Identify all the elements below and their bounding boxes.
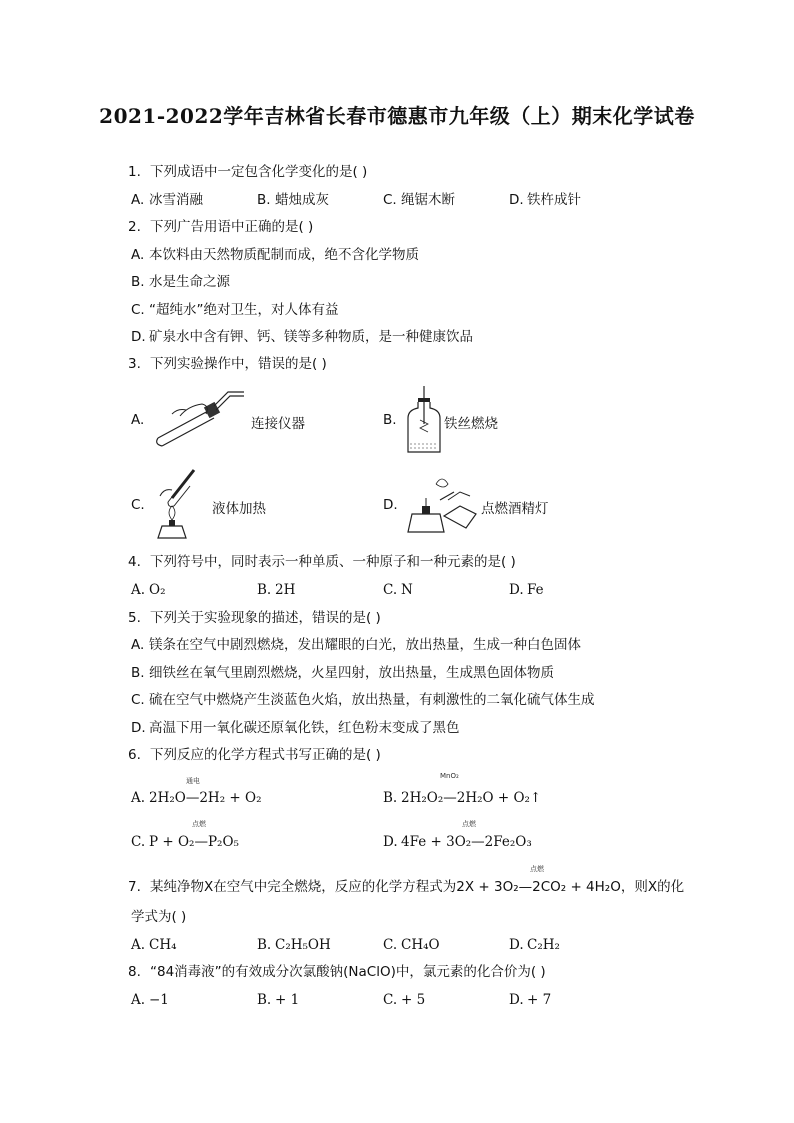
reaction-condition: 点燃: [192, 820, 206, 828]
question-8: [128, 963, 546, 981]
option-c[interactable]: C. CH₄O: [383, 937, 440, 953]
option-d[interactable]: D. 高温下用一氧化碳还原氧化铁，红色粉末变成了黑色: [131, 720, 460, 736]
page-title: 2021-2022学年吉林省长春市德惠市九年级（上）期末化学试卷: [99, 104, 695, 128]
question-7-continued: 学式为( ): [131, 909, 187, 925]
option-c[interactable]: C. 硫在空气中燃烧产生淡蓝色火焰，放出热量，有刺激性的二氧化硫气体生成: [131, 692, 595, 708]
option-a[interactable]: A. 本饮料由天然物质配制而成，绝不含化学物质: [131, 247, 419, 263]
liquid-heating-figure: [150, 468, 212, 540]
question-number: 1.: [128, 164, 141, 180]
question-stem: 某纯净物X在空气中完全燃烧，反应的化学方程式为2X + 3O₂—2CO₂ + 4H₂O，则X的化: [150, 879, 685, 895]
option-d[interactable]: D.: [383, 497, 398, 513]
reaction-condition: 点燃: [530, 865, 544, 873]
option-a[interactable]: A. 2H₂O—2H₂ + O₂: [131, 790, 262, 806]
option-a[interactable]: A. O₂: [131, 582, 166, 598]
reaction-condition: 通电: [186, 777, 200, 785]
reaction-condition: 点燃: [462, 820, 476, 828]
question-stem: 下列关于实验现象的描述，错误的是( ): [150, 610, 381, 626]
question-number: 3.: [128, 356, 141, 372]
option-a[interactable]: A. 镁条在空气中剧烈燃烧，发出耀眼的白光，放出热量，生成一种白色固体: [131, 637, 581, 653]
question-7: [128, 878, 684, 896]
option-a[interactable]: A.: [131, 412, 145, 428]
question-3: [128, 355, 327, 373]
option-a[interactable]: A. CH₄: [131, 937, 177, 953]
option-c[interactable]: C. + 5: [383, 992, 426, 1008]
question-number: 6.: [128, 747, 141, 763]
question-number: 5.: [128, 610, 141, 626]
question-stem: 下列符号中，同时表示一种单质、一种原子和一种元素的是( ): [150, 554, 516, 570]
option-label-text: 液体加热: [212, 501, 266, 517]
question-5: [128, 609, 381, 627]
option-a[interactable]: A. 冰雪消融: [131, 192, 203, 208]
option-label-text: 铁丝燃烧: [444, 416, 498, 432]
option-d[interactable]: D. + 7: [509, 992, 552, 1008]
question-4: [128, 553, 516, 571]
question-1: [128, 163, 367, 181]
option-c[interactable]: C. P + O₂—P₂O₅: [131, 834, 239, 850]
option-c[interactable]: C. 绳锯木断: [383, 192, 455, 208]
question-number: 8.: [128, 964, 141, 980]
option-d[interactable]: D. 4Fe + 3O₂—2Fe₂O₃: [383, 834, 532, 850]
option-b[interactable]: B.: [383, 412, 397, 428]
option-b[interactable]: B. 水是生命之源: [131, 274, 230, 290]
question-stem: 下列广告用语中正确的是( ): [150, 219, 314, 235]
question-stem: “84消毒液”的有效成分次氯酸钠(NaClO)中，氯元素的化合价为( ): [150, 964, 546, 980]
reaction-condition: MnO₂: [440, 772, 459, 780]
option-d[interactable]: D. Fe: [509, 582, 544, 598]
option-a[interactable]: A. −1: [131, 992, 169, 1008]
option-b[interactable]: B. 2H₂O₂—2H₂O + O₂↑: [383, 790, 542, 806]
option-c[interactable]: C. “超纯水”绝对卫生，对人体有益: [131, 302, 339, 318]
option-b[interactable]: B. 蜡烛成灰: [257, 192, 329, 208]
option-c[interactable]: C.: [131, 497, 145, 513]
iron-wire-burning-figure: [404, 384, 444, 456]
question-stem: 下列实验操作中，错误的是( ): [150, 356, 327, 372]
option-b[interactable]: B. + 1: [257, 992, 300, 1008]
question-number: 4.: [128, 554, 141, 570]
question-stem: 下列反应的化学方程式书写正确的是( ): [150, 747, 381, 763]
question-stem: 下列成语中一定包含化学变化的是( ): [150, 164, 368, 180]
question-2: [128, 218, 313, 236]
option-b[interactable]: B. 细铁丝在氧气里剧烈燃烧，火星四射，放出热量，生成黑色固体物质: [131, 665, 554, 681]
question-6: [128, 746, 381, 764]
option-d[interactable]: D. C₂H₂: [509, 937, 560, 953]
lighting-alcohol-lamp-figure: [404, 470, 480, 536]
question-number: 2.: [128, 219, 141, 235]
connect-apparatus-figure: [150, 388, 245, 450]
option-d[interactable]: D. 矿泉水中含有钾、钙、镁等多种物质，是一种健康饮品: [131, 329, 473, 345]
option-b[interactable]: B. 2H: [257, 582, 296, 598]
question-number: 7.: [128, 879, 141, 895]
option-b[interactable]: B. C₂H₅OH: [257, 937, 331, 953]
option-label-text: 连接仪器: [251, 416, 305, 432]
option-label-text: 点燃酒精灯: [481, 501, 549, 517]
option-c[interactable]: C. N: [383, 582, 413, 598]
option-d[interactable]: D. 铁杵成针: [509, 192, 581, 208]
